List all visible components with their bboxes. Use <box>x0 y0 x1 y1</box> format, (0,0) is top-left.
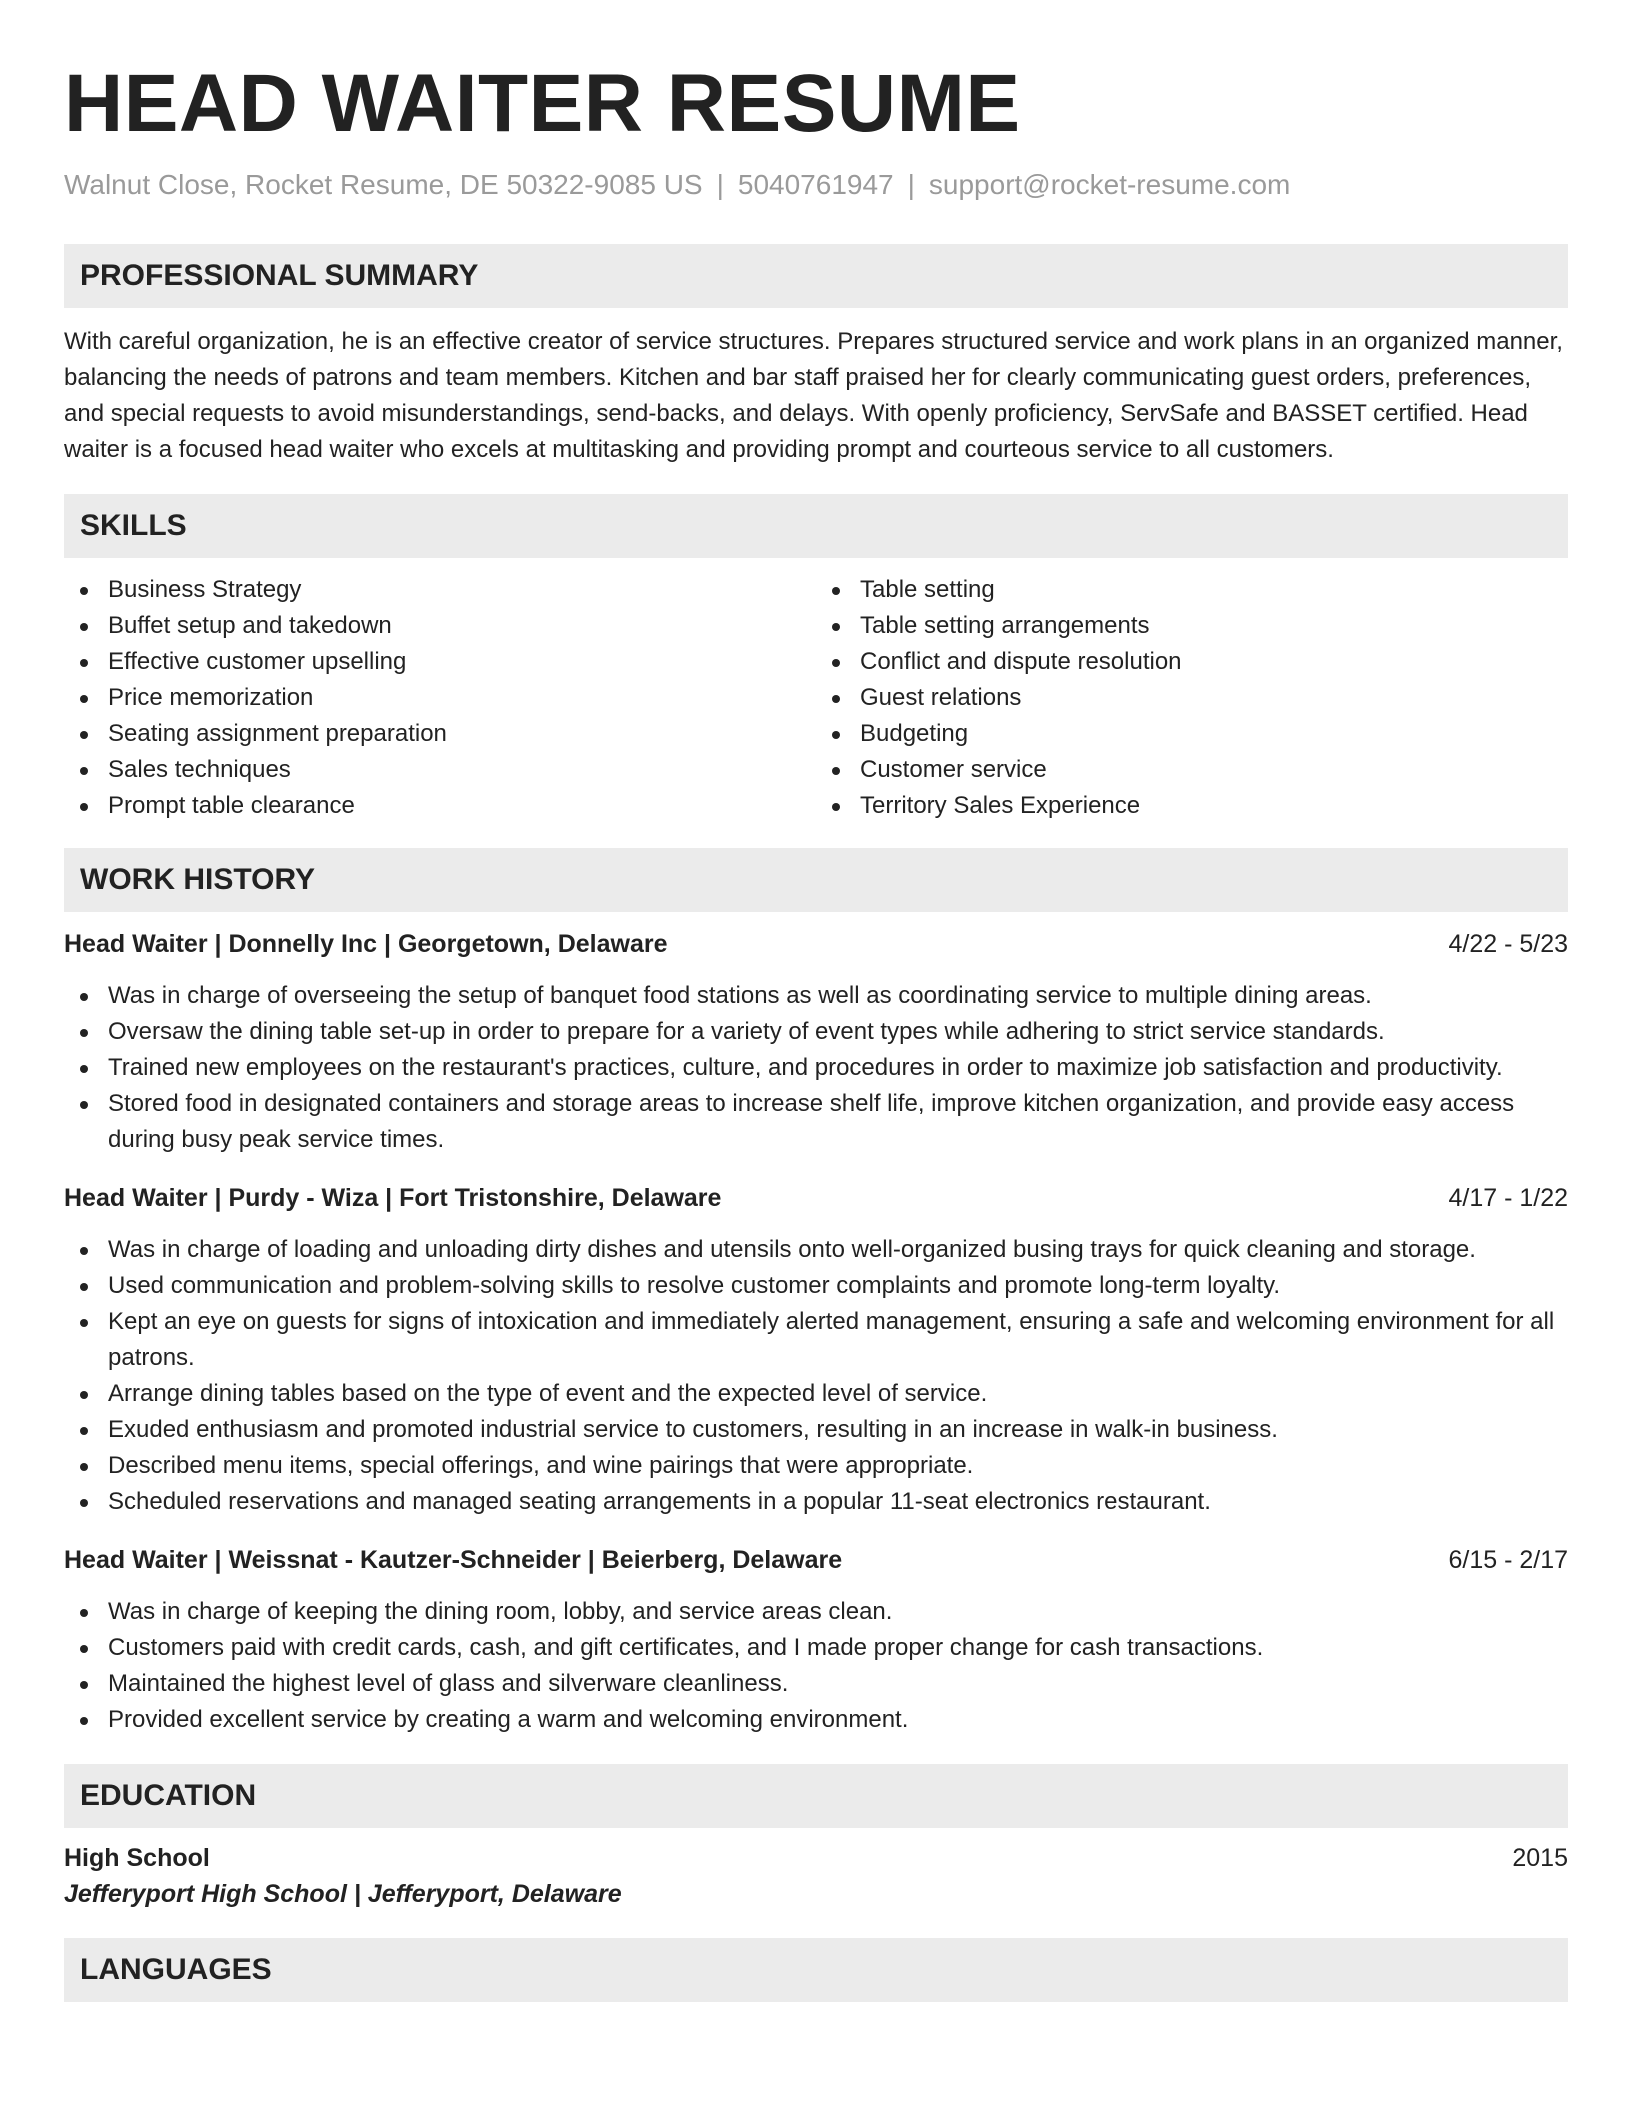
skill-item: Buffet setup and takedown <box>64 608 816 644</box>
contact-address: Walnut Close, Rocket Resume, DE 50322-9085 US <box>64 169 703 200</box>
skill-item: Price memorization <box>64 680 816 716</box>
skill-item: Effective customer upselling <box>64 644 816 680</box>
contact-phone: 5040761947 <box>737 169 894 200</box>
job-title: Head Waiter | Weissnat - Kautzer-Schneider | Beierberg, Delaware <box>64 1546 843 1574</box>
job-header <box>64 1542 1568 1578</box>
contact-email: support@rocket-resume.com <box>928 169 1291 200</box>
job-duty: Oversaw the dining table set-up in order to prepare for a variety of event types while adhering to strict service standards. <box>64 1014 1568 1050</box>
work-history-heading: WORK HISTORY <box>64 848 1568 912</box>
education-heading: EDUCATION <box>64 1764 1568 1828</box>
job-duty: Maintained the highest level of glass and silverware cleanliness. <box>64 1666 1568 1702</box>
job-duty: Described menu items, special offerings, and wine pairings that were appropriate. <box>64 1448 1568 1484</box>
languages-heading: LANGUAGES <box>64 1938 1568 2002</box>
job-duty: Provided excellent service by creating a warm and welcoming environment. <box>64 1702 1568 1738</box>
job-dates: 4/22 - 5/23 <box>1448 930 1568 958</box>
resume-title: HEAD WAITER RESUME <box>64 58 1021 149</box>
job-duty: Was in charge of keeping the dining room, lobby, and service areas clean. <box>64 1594 1568 1630</box>
job-duty: Used communication and problem-solving skills to resolve customer complaints and promote long-term loyalty. <box>64 1268 1568 1304</box>
job-title: Head Waiter | Purdy - Wiza | Fort Tristonshire, Delaware <box>64 1184 722 1212</box>
education-entry <box>64 1840 1568 1912</box>
job-duty: Was in charge of loading and unloading dirty dishes and utensils onto well-organized busing trays for quick cleaning and storage. <box>64 1232 1568 1268</box>
job-entry <box>64 1542 1568 1738</box>
job-entry <box>64 1180 1568 1520</box>
skill-item: Prompt table clearance <box>64 788 816 824</box>
skill-item: Conflict and dispute resolution <box>816 644 1568 680</box>
job-dates: 4/17 - 1/22 <box>1448 1184 1568 1212</box>
education-header <box>64 1840 1568 1876</box>
education-year: 2015 <box>1512 1844 1568 1872</box>
skill-item: Budgeting <box>816 716 1568 752</box>
summary-text: With careful organization, he is an effective creator of service structures. Prepares structured service and work plans in an organized manner, balancing the needs of patrons and team members. Kitchen and bar staff praised her for clearly communicating guest orders, preferences, and special requests to avoid misunderstandings, send-backs, and delays. With openly proficiency, ServSafe and BASSET certified. Head waiter is a focused head waiter who excels at multitasking and providing prompt and courteous service to all customers. <box>64 328 1563 463</box>
skill-item: Seating assignment preparation <box>64 716 816 752</box>
skills-list <box>64 572 1568 824</box>
job-duty: Scheduled reservations and managed seating arrangements in a popular 11-seat electronics restaurant. <box>64 1484 1568 1520</box>
job-duties <box>64 1594 1568 1738</box>
job-duty: Arrange dining tables based on the type of event and the expected level of service. <box>64 1376 1568 1412</box>
education-school: Jefferyport High School | Jefferyport, Delaware <box>64 1880 622 1908</box>
job-entry <box>64 926 1568 1158</box>
skills-column-left <box>64 572 816 824</box>
education-degree: High School <box>64 1844 210 1872</box>
skill-item: Table setting <box>816 572 1568 608</box>
contact-separator: | <box>716 169 724 200</box>
skill-item: Sales techniques <box>64 752 816 788</box>
skill-item: Territory Sales Experience <box>816 788 1568 824</box>
job-duty: Customers paid with credit cards, cash, and gift certificates, and I made proper change for cash transactions. <box>64 1630 1568 1666</box>
job-duty: Was in charge of overseeing the setup of banquet food stations as well as coordinating service to multiple dining areas. <box>64 978 1568 1014</box>
job-title: Head Waiter | Donnelly Inc | Georgetown, Delaware <box>64 930 668 958</box>
contact-separator: | <box>907 169 915 200</box>
job-dates: 6/15 - 2/17 <box>1448 1546 1568 1574</box>
skill-item: Customer service <box>816 752 1568 788</box>
skill-item: Business Strategy <box>64 572 816 608</box>
skills-column-right <box>816 572 1568 824</box>
skills-heading: SKILLS <box>64 494 1568 558</box>
job-header <box>64 926 1568 962</box>
job-duty: Stored food in designated containers and storage areas to increase shelf life, improve kitchen organization, and provide easy access during busy peak service times. <box>64 1086 1568 1158</box>
job-duties <box>64 1232 1568 1520</box>
skill-item: Table setting arrangements <box>816 608 1568 644</box>
skill-item: Guest relations <box>816 680 1568 716</box>
job-duty: Exuded enthusiasm and promoted industrial service to customers, resulting in an increase in walk-in business. <box>64 1412 1568 1448</box>
job-duties <box>64 978 1568 1158</box>
job-header <box>64 1180 1568 1216</box>
job-duty: Kept an eye on guests for signs of intoxication and immediately alerted management, ensuring a safe and welcoming environment for all patrons. <box>64 1304 1568 1376</box>
contact-line <box>64 168 1568 202</box>
summary-heading: PROFESSIONAL SUMMARY <box>64 244 1568 308</box>
job-duty: Trained new employees on the restaurant's practices, culture, and procedures in order to maximize job satisfaction and productivity. <box>64 1050 1568 1086</box>
